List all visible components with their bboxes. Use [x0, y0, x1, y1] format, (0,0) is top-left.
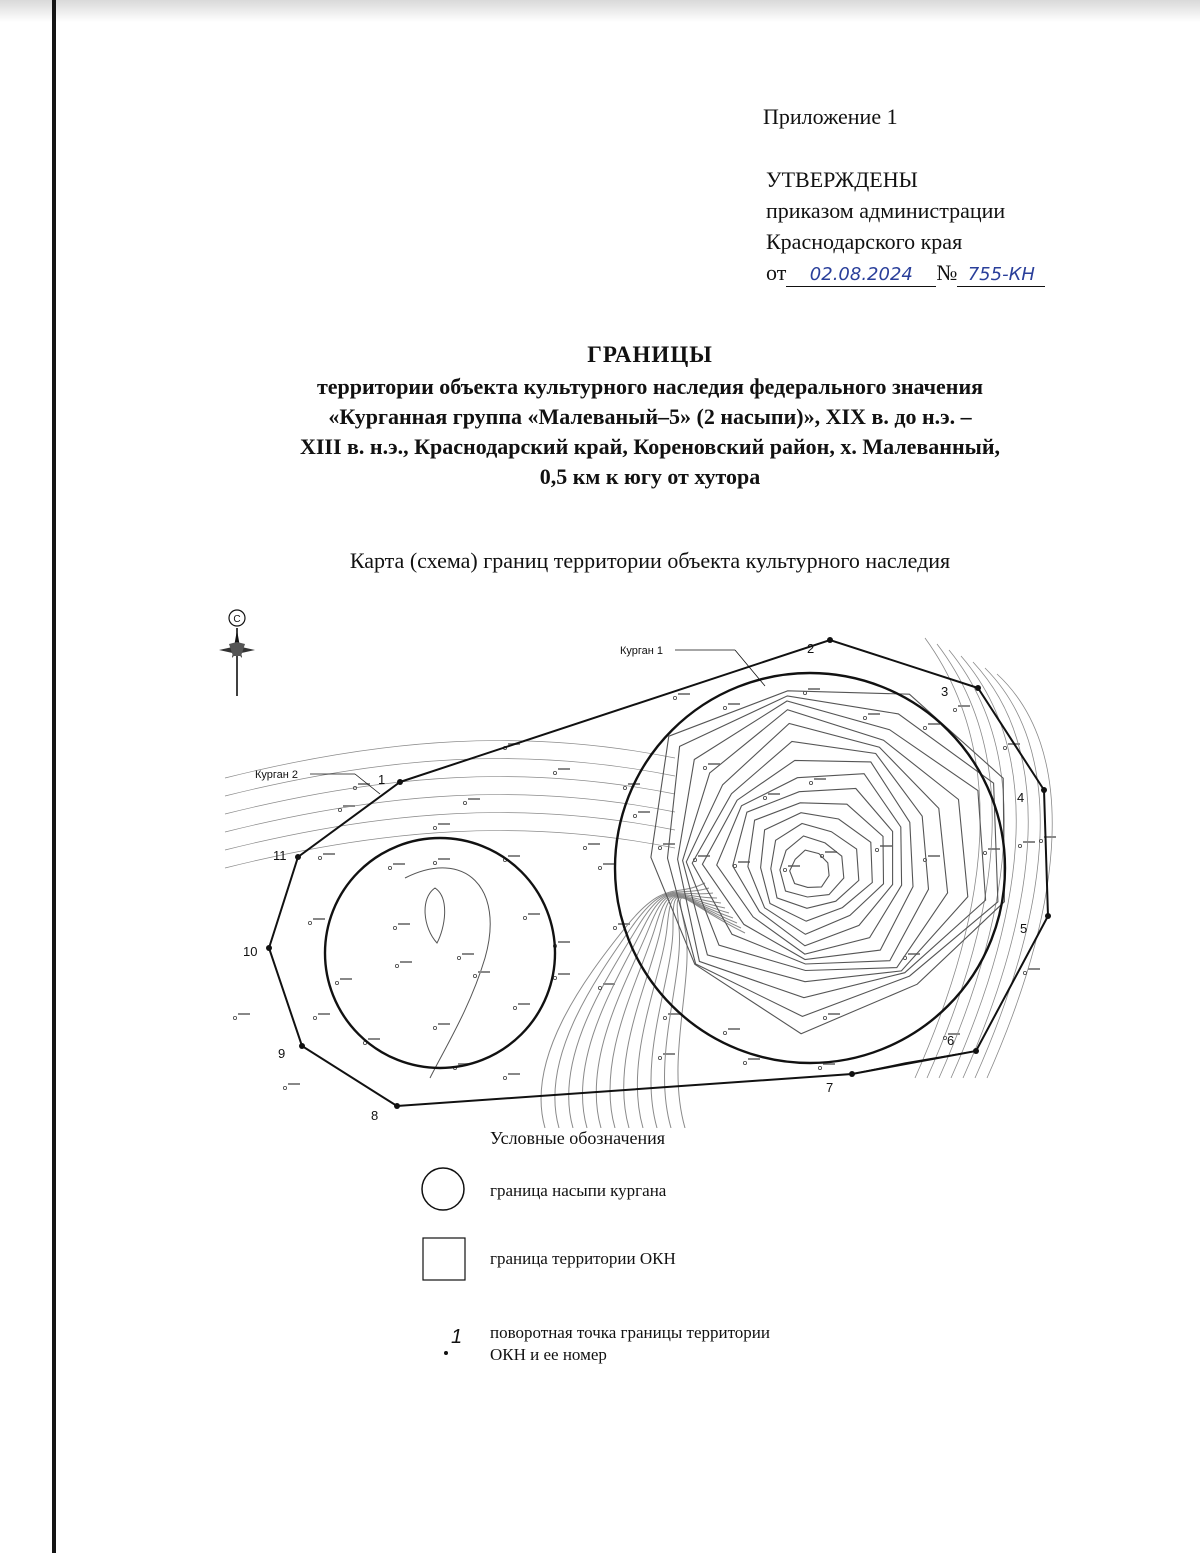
survey-point-elevation-mark [558, 973, 570, 975]
survey-point-elevation-mark [928, 855, 940, 857]
survey-point [463, 801, 466, 804]
survey-point [953, 708, 956, 711]
turning-point-7 [849, 1071, 855, 1077]
survey-point [395, 964, 398, 967]
survey-point [338, 808, 341, 811]
point-label-8: 8 [371, 1108, 379, 1123]
terrain-contour-line [225, 831, 675, 868]
point-label-4: 4 [1017, 790, 1025, 805]
survey-point [503, 1076, 506, 1079]
survey-point [623, 786, 626, 789]
boundary-map [205, 598, 1085, 1128]
approved-heading: УТВЕРЖДЕНЫ [766, 167, 918, 192]
legend-mound-label: граница насыпи кургана [490, 1181, 667, 1200]
org-line: Краснодарского края [766, 229, 963, 254]
survey-point-elevation-mark [663, 1053, 675, 1055]
survey-point-elevation-mark [558, 941, 570, 943]
survey-point [318, 856, 321, 859]
turning-point-2 [827, 637, 833, 643]
survey-point [457, 956, 460, 959]
survey-point-elevation-mark [508, 1073, 520, 1075]
terrain-contour-line [225, 777, 675, 814]
survey-point-elevation-mark [728, 703, 740, 705]
survey-point-elevation-mark [958, 705, 970, 707]
survey-point-elevation-mark [343, 805, 355, 807]
survey-point [553, 976, 556, 979]
survey-point [673, 696, 676, 699]
survey-point-elevation-mark [318, 1013, 330, 1015]
territory-boundary [269, 640, 1048, 1106]
kurgan-1-mound-boundary [615, 673, 1005, 1063]
terrain-contour-line [555, 888, 709, 1128]
kurgan-1-contour-line [761, 813, 873, 922]
survey-point-elevation-mark [438, 858, 450, 860]
survey-point [633, 814, 636, 817]
survey-point [553, 771, 556, 774]
survey-point-elevation-mark [398, 923, 410, 925]
point-label-2: 2 [807, 641, 815, 656]
survey-point-elevation-mark [1028, 968, 1040, 970]
survey-point-elevation-mark [638, 811, 650, 813]
survey-point [809, 781, 812, 784]
survey-point-elevation-mark [518, 1003, 530, 1005]
survey-point [308, 921, 311, 924]
survey-point-elevation-mark [393, 863, 405, 865]
survey-point-elevation-mark [323, 853, 335, 855]
survey-point-elevation-mark [708, 763, 720, 765]
kurgan-1-contour-line [771, 824, 859, 909]
survey-point-elevation-mark [340, 978, 352, 980]
survey-point [433, 826, 436, 829]
survey-point [823, 1016, 826, 1019]
survey-point [313, 1016, 316, 1019]
compass-letter: С [233, 614, 241, 625]
survey-point-elevation-mark [238, 1013, 250, 1015]
turning-point-9 [299, 1043, 305, 1049]
survey-point [1018, 844, 1021, 847]
turning-point-3 [975, 685, 981, 691]
survey-point [598, 866, 601, 869]
survey-point [723, 1031, 726, 1034]
kurgan-2-contour-line [405, 868, 490, 1078]
survey-point [743, 1061, 746, 1064]
point-label-3: 3 [941, 684, 949, 699]
point-label-10: 10 [243, 944, 258, 959]
survey-point [658, 1056, 661, 1059]
from-prefix: от [766, 260, 787, 285]
survey-point-elevation-mark [288, 1083, 300, 1085]
survey-point [283, 1086, 286, 1089]
turning-point-10 [266, 945, 272, 951]
point-label-1: 1 [378, 772, 386, 787]
legend-point-number: 1 [451, 1326, 463, 1348]
survey-point [583, 846, 586, 849]
scan-top-shadow [0, 0, 1200, 22]
survey-point-elevation-mark [698, 855, 710, 857]
turning-point-6 [973, 1048, 979, 1054]
survey-point [433, 1026, 436, 1029]
survey-point [388, 866, 391, 869]
scan-left-edge [52, 0, 56, 1553]
survey-point [393, 926, 396, 929]
handwritten-number: 755-КН [957, 264, 1045, 287]
survey-point [433, 861, 436, 864]
date-number-line [766, 257, 1045, 288]
survey-point-elevation-mark [678, 693, 690, 695]
handwritten-date: 02.08.2024 [786, 264, 936, 287]
survey-points [233, 688, 1056, 1090]
survey-point [658, 846, 661, 849]
survey-point [598, 986, 601, 989]
survey-point [863, 716, 866, 719]
appendix-label: Приложение 1 [763, 104, 898, 129]
survey-point [763, 796, 766, 799]
legend-territory-label: граница территории ОКН [490, 1249, 676, 1268]
survey-point [723, 706, 726, 709]
legend-square-icon [423, 1238, 465, 1280]
survey-point-elevation-mark [828, 1013, 840, 1015]
survey-point [983, 851, 986, 854]
kurgan-1-contour-line [717, 774, 902, 954]
survey-point [513, 1006, 516, 1009]
turning-point-11 [295, 854, 301, 860]
number-sign: № [936, 260, 958, 285]
survey-point-elevation-mark [814, 778, 826, 780]
turning-point-4 [1041, 787, 1047, 793]
survey-point-elevation-mark [768, 793, 780, 795]
terrain-contour-line [225, 795, 675, 832]
kurgan-2-contour-line [425, 888, 445, 943]
document-title [150, 340, 1150, 492]
survey-point-elevation-mark [748, 1058, 760, 1060]
title-line-1: территории объекта культурного наследия федерального значения [316, 374, 984, 399]
kurgan-1-contour-line [668, 696, 998, 1017]
kurgan-2-mound-boundary [325, 838, 555, 1068]
point-label-9: 9 [278, 1046, 286, 1061]
kurgan-1-label: Курган 1 [620, 645, 664, 657]
terrain-contour-line [664, 898, 741, 1128]
point-label-7: 7 [826, 1080, 834, 1095]
survey-point-elevation-mark [928, 723, 940, 725]
survey-point [923, 726, 926, 729]
title-line-2: «Курганная группа «Малеваный–5» (2 насыпи)», XIX в. до н.э. – [328, 404, 972, 429]
title-line-3: XIII в. н.э., Краснодарский край, Кореновский район, х. Малеванный, [299, 434, 1001, 459]
terrain-contour-line [225, 813, 675, 850]
survey-point-elevation-mark [508, 855, 520, 857]
point-label-5: 5 [1020, 921, 1028, 936]
turning-point-1 [397, 779, 403, 785]
survey-point [663, 1016, 666, 1019]
map-caption: Карта (схема) границ территории объекта культурного наследия [349, 548, 951, 573]
terrain-contour-line [915, 638, 980, 1078]
survey-point-elevation-mark [603, 983, 615, 985]
survey-point-elevation-mark [788, 865, 800, 867]
legend-point-label-1: поворотная точка границы территории [490, 1323, 770, 1342]
survey-point-elevation-mark [438, 1023, 450, 1025]
survey-point [1023, 971, 1026, 974]
survey-point-elevation-mark [468, 798, 480, 800]
survey-point-elevation-mark [880, 845, 892, 847]
survey-point-elevation-mark [558, 768, 570, 770]
title-line-4: 0,5 км к югу от хутора [539, 464, 761, 489]
survey-point [335, 981, 338, 984]
survey-point-elevation-mark [478, 971, 490, 973]
survey-point [233, 1016, 236, 1019]
terrain-contour-line [651, 897, 737, 1128]
legend-title: Условные обозначения [490, 1128, 666, 1148]
survey-point-elevation-mark [588, 843, 600, 845]
legend-point-label-2: ОКН и ее номер [490, 1345, 607, 1364]
survey-point-elevation-mark [368, 1038, 380, 1040]
survey-point [818, 1066, 821, 1069]
title-main: ГРАНИЦЫ [587, 342, 713, 367]
survey-point [613, 926, 616, 929]
north-arrow-icon [219, 610, 255, 696]
survey-point-elevation-mark [1023, 841, 1035, 843]
survey-point [703, 766, 706, 769]
kurgan-1-contour-line [748, 803, 884, 935]
approval-block [766, 164, 1045, 288]
survey-point-elevation-mark [313, 918, 325, 920]
legend-circle-icon [422, 1168, 464, 1210]
terrain-contour-line [582, 894, 717, 1128]
point-label-11: 11 [273, 848, 287, 863]
turning-point-8 [394, 1103, 400, 1109]
survey-point-elevation-mark [462, 953, 474, 955]
point-label-6: 6 [947, 1033, 955, 1048]
terrain-contour-line [610, 896, 725, 1129]
survey-point-elevation-mark [528, 913, 540, 915]
kurgan-2-label: Курган 2 [255, 769, 299, 781]
survey-point [1003, 746, 1006, 749]
kurgan-1-contour-line [733, 789, 893, 946]
survey-point [783, 868, 786, 871]
legend-point-icon [444, 1351, 448, 1355]
turning-points [266, 637, 1051, 1109]
survey-point [875, 848, 878, 851]
survey-point-elevation-mark [603, 863, 615, 865]
terrain-contour-line [975, 668, 1040, 1078]
survey-point-elevation-mark [908, 953, 920, 955]
terrain-contour-line [678, 898, 745, 1128]
survey-point [523, 916, 526, 919]
survey-point-elevation-mark [988, 848, 1000, 850]
survey-point-elevation-mark [728, 1028, 740, 1030]
survey-point-elevation-mark [438, 823, 450, 825]
survey-point [803, 691, 806, 694]
turning-point-5 [1045, 913, 1051, 919]
order-line: приказом администрации [766, 198, 1006, 223]
legend-symbols [418, 1165, 470, 1375]
survey-point [473, 974, 476, 977]
survey-point-elevation-mark [400, 961, 412, 963]
survey-point-elevation-mark [808, 688, 820, 690]
survey-point-elevation-mark [868, 713, 880, 715]
